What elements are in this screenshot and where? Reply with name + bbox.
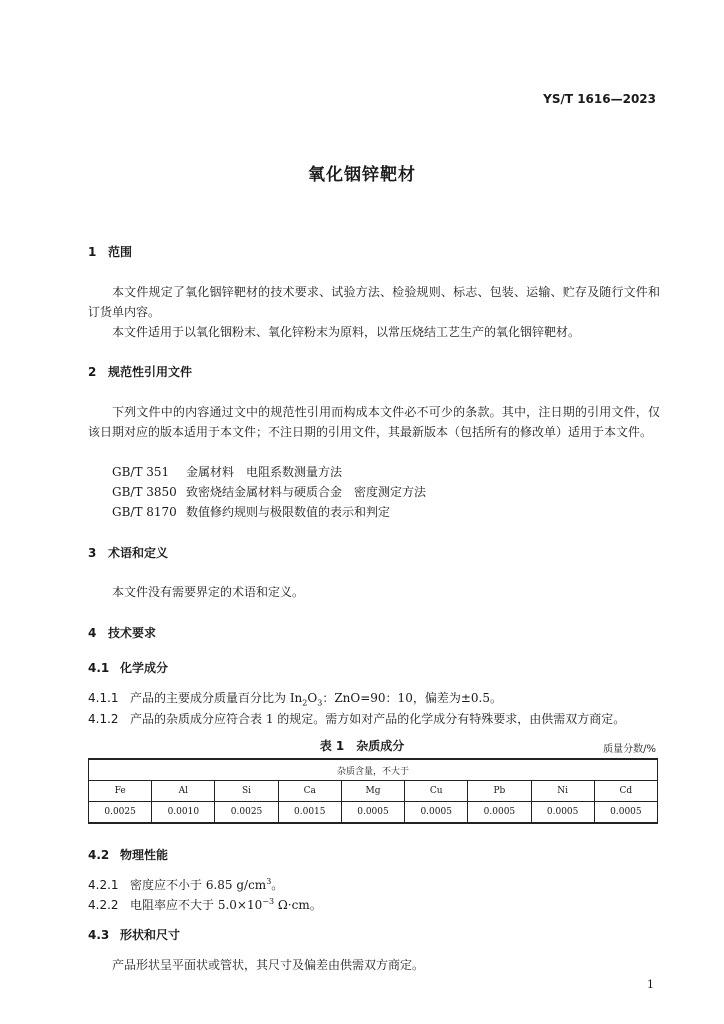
- subsection-4-1-heading: [88, 659, 168, 676]
- subsection-4-3-paragraph: 产品形状呈平面状或管状，其尺寸及偏差由供需双方商定。: [112, 958, 425, 972]
- column-header: Cu: [405, 781, 468, 802]
- section-2-heading: [88, 363, 192, 380]
- table-header-row: [89, 781, 658, 802]
- section-3-paragraph: 本文件没有需要界定的术语和定义。: [112, 585, 305, 599]
- clause-text: 产品的杂质成分应符合表 1 的规定。需方如对产品的化学成分有特殊要求，由供需双方商定。: [130, 712, 626, 726]
- clause-4-2-2: [88, 896, 322, 913]
- section-1-heading: [88, 243, 132, 260]
- subsection-title: 化学成分: [120, 661, 169, 675]
- subsection-number: 4.3: [88, 928, 110, 942]
- table-row: [89, 802, 658, 824]
- subsection-title: 形状和尺寸: [120, 928, 181, 942]
- column-header: Fe: [89, 781, 152, 802]
- table-cell: 0.0025: [215, 802, 278, 824]
- section-number: 1: [88, 245, 97, 259]
- subsection-4-2-heading: [88, 846, 168, 863]
- table-unit: 质量分数/%: [603, 744, 656, 755]
- column-header: Al: [152, 781, 215, 802]
- clause-4-1-2: [88, 710, 625, 727]
- reference-name: 金属材料 电阻系数测量方法: [186, 465, 343, 479]
- section-3-heading: [88, 544, 168, 561]
- reference-name: 数值修约规则与极限数值的表示和判定: [186, 505, 391, 519]
- clause-4-1-1: [88, 689, 502, 707]
- table-cell: 0.0005: [468, 802, 531, 824]
- reference-item: [112, 463, 342, 480]
- reference-code: GB/T 3850: [112, 485, 177, 499]
- impurity-table: [88, 758, 658, 824]
- section-4-heading: [88, 624, 156, 641]
- column-header: Ni: [531, 781, 594, 802]
- table-cell: 0.0005: [405, 802, 468, 824]
- section-1-paragraph-2: 本文件适用于以氧化铟粉末、氧化锌粉末为原料，以常压烧结工艺生产的氧化铟锌靶材。: [112, 325, 581, 339]
- subsection-title: 物理性能: [120, 848, 169, 862]
- reference-item: [112, 503, 390, 520]
- section-title: 范围: [108, 245, 133, 259]
- column-header: Si: [215, 781, 278, 802]
- table-group-header-row: [89, 759, 658, 781]
- clause-number: 4.1.1: [88, 691, 119, 705]
- table-cell: 0.0010: [152, 802, 215, 824]
- clause-4-2-1: [88, 876, 283, 893]
- table-cell: 0.0005: [341, 802, 404, 824]
- section-number: 3: [88, 546, 97, 560]
- column-header: Ca: [278, 781, 341, 802]
- section-1-paragraph-1: 本文件规定了氧化铟锌靶材的技术要求、试验方法、检验规则、标志、包装、运输、贮存及随行文件和订货单内容。: [88, 285, 660, 319]
- page-number: 1: [647, 978, 654, 991]
- section-number: 4: [88, 626, 97, 640]
- clause-text: 电阻率应不大于 $5.0\times 10^{-3}$ Ω·cm。: [130, 897, 322, 912]
- reference-name: 致密烧结金属材料与硬质合金 密度测定方法: [186, 485, 427, 499]
- table-cell: 0.0015: [278, 802, 341, 824]
- subsection-number: 4.1: [88, 661, 110, 675]
- clause-text: 密度应不小于 6.85 $g/cm^3$。: [130, 877, 284, 892]
- column-header: Mg: [341, 781, 404, 802]
- section-number: 2: [88, 365, 97, 379]
- table-cell: 0.0005: [594, 802, 657, 824]
- column-header: Pb: [468, 781, 531, 802]
- table-caption: 表 1 杂质成分: [319, 739, 405, 753]
- subsection-4-3-heading: [88, 926, 180, 943]
- clause-number: 4.2.1: [88, 878, 119, 892]
- section-title: 规范性引用文件: [108, 365, 193, 379]
- clause-number: 4.1.2: [88, 712, 119, 726]
- reference-code: GB/T 351: [112, 465, 170, 479]
- column-header: Cd: [594, 781, 657, 802]
- section-title: 术语和定义: [108, 546, 169, 560]
- section-2-paragraph: 下列文件中的内容通过文中的规范性引用而构成本文件必不可少的条款。其中，注日期的引用文件，仅该日期对应的版本适用于本文件；不注日期的引用文件，其最新版本（包括所有的修改单）适用于本文件。: [88, 405, 660, 439]
- reference-item: [112, 483, 426, 500]
- reference-code: GB/T 8170: [112, 505, 177, 519]
- clause-text: 产品的主要成分质量百分比为 $In_2O_3$：ZnO=90：10，偏差为±0.5。: [130, 691, 502, 708]
- section-title: 技术要求: [108, 626, 157, 640]
- clause-number: 4.2.2: [88, 898, 119, 912]
- table-cell: 0.0025: [89, 802, 152, 824]
- document-title: 氧化铟锌靶材: [308, 165, 416, 185]
- standard-code: YS/T 1616—2023: [543, 92, 656, 106]
- subsection-number: 4.2: [88, 848, 110, 862]
- table-group-header: 杂质含量，不大于: [89, 759, 658, 781]
- table-cell: 0.0005: [531, 802, 594, 824]
